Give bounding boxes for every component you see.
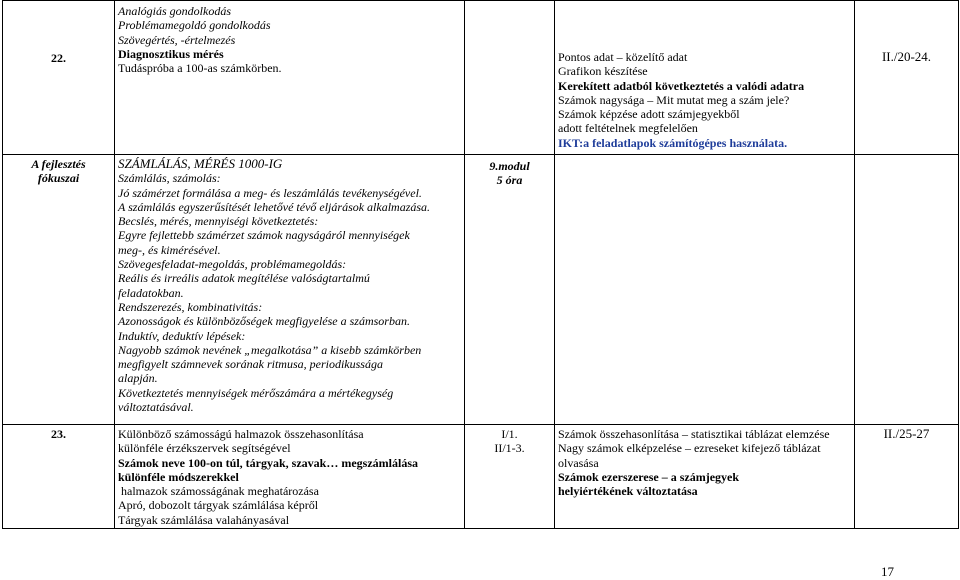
focus-item-line: változtatásával. [118,400,194,415]
row-22-page-ref [855,1,959,155]
focus-item-line: Reális és irreális adatok megítélése valóságtartalmú [118,271,370,286]
right-bold-line: Kerekített adatból következtetés a valódi adatra [558,78,805,93]
focus-item-line: Jó számérzet formálása a meg- és leszámlálás tevékenységével. [118,185,422,200]
row-23-content [115,425,465,529]
content-line: Szövegértés, -értelmezés [118,32,236,47]
module-ref: II/1-3. [494,441,525,456]
focus-item-line: feladatokban. [118,285,184,300]
row-23-module [465,425,555,529]
content-line: Problémamegoldó gondolkodás [118,18,271,33]
row-23-number [3,425,115,529]
focus-item-line: alapján. [118,371,158,386]
focus-item-head: Rendszerezés, kombinativitás: [118,299,263,314]
focus-item-head: Következtetés mennyiségek mérőszámára a mértékegység [118,385,394,400]
right-bold-line: Számok ezerszerese – a számjegyek [558,469,740,484]
row-23-right [555,425,855,529]
module-line: 9.modul [489,159,530,173]
module-line: 5 óra [496,173,523,188]
focus-row [3,155,959,425]
focus-label [3,155,115,425]
right-line: olvasása [558,455,599,470]
focus-item-head: Számlálás, számolás: [118,171,221,186]
row-22-module [465,1,555,155]
content-line: különféle érzékszervek segítségével [118,441,291,456]
content-bold-line: különféle módszerekkel [118,469,239,484]
content-line: halmazok számosságának meghatározása [121,484,319,499]
content-line: Analógiás gondolkodás [118,4,231,18]
page-ref-text: II./25-27 [883,426,930,441]
focus-item-head: Szövegesfeladat-megoldás, problémamegoldás: [118,257,347,272]
focus-right [555,155,855,425]
focus-item-line: Azonosságok és különbözőségek megfigyelése a számsorban. [118,314,410,329]
focus-page-ref [855,155,959,425]
row-22-content [115,1,465,155]
focus-item-line: Nagyobb számok nevének „megalkotása” a kisebb számkörben [118,342,422,357]
right-line: adott feltételnek megfelelően [558,121,698,136]
page-ref-text: II./20-24. [881,49,932,64]
right-line: Grafikon készítése [558,64,648,79]
content-line: Apró, dobozolt tárgyak számlálása képről [118,498,319,513]
right-line: Számok képzése adott számjegyekből [558,107,740,122]
content-bold-line: Számok neve 100-on túl, tárgyak, szavak… megszámlálása [118,455,418,470]
row-number-text: 23. [51,427,66,441]
content-line: Különböző számosságú halmazok összehasonlítása [118,427,364,441]
focus-item-line: megfigyelt számnevek sorának ritmusa, periodikussága [118,357,383,372]
row-22-number [3,1,115,155]
ikt-line: IKT:a feladatlapok számítógépes használata. [558,135,788,150]
diagnostic-sub: Tudáspróba a 100-as számkörben. [118,61,282,76]
focus-module [465,155,555,425]
focus-item-line: meg-, és kimérésével. [118,242,221,257]
module-ref: I/1. [501,427,518,441]
row-23-page-ref [855,425,959,529]
row-23 [3,425,959,529]
right-line: Nagy számok elképzelése – ezreseket kifejező táblázat [558,441,821,456]
diagnostic-title: Diagnosztikus mérés [118,46,224,61]
focus-label-line: fókuszai [37,171,80,186]
focus-item-head: Becslés, mérés, mennyiségi következtetés: [118,214,319,229]
right-bold-line: helyiértékének változtatása [558,484,698,499]
page-number: 17 [881,564,894,579]
focus-content [115,155,465,425]
right-line: Pontos adat – közelítő adat [558,50,688,64]
right-line: Számok összehasonlítása – statisztikai táblázat elemzése [558,427,830,441]
focus-item-line: Egyre fejlettebb számérzet számok nagyságáról mennyiségek [118,228,410,243]
content-line: Tárgyak számlálása valahányasával [118,512,290,527]
curriculum-table [2,0,959,529]
row-number-text: 22. [51,51,66,65]
row-22-right [555,1,855,155]
focus-title: SZÁMLÁLÁS, MÉRÉS 1000-IG [118,156,283,171]
focus-label-line: A fejlesztés [31,157,86,171]
right-line: Számok nagysága – Mit mutat meg a szám jele? [558,92,790,107]
focus-item-head: Induktív, deduktív lépések: [118,328,246,343]
focus-item-line: A számlálás egyszerűsítését lehetővé tévő eljárások alkalmazása. [118,199,431,214]
row-22 [3,1,959,155]
